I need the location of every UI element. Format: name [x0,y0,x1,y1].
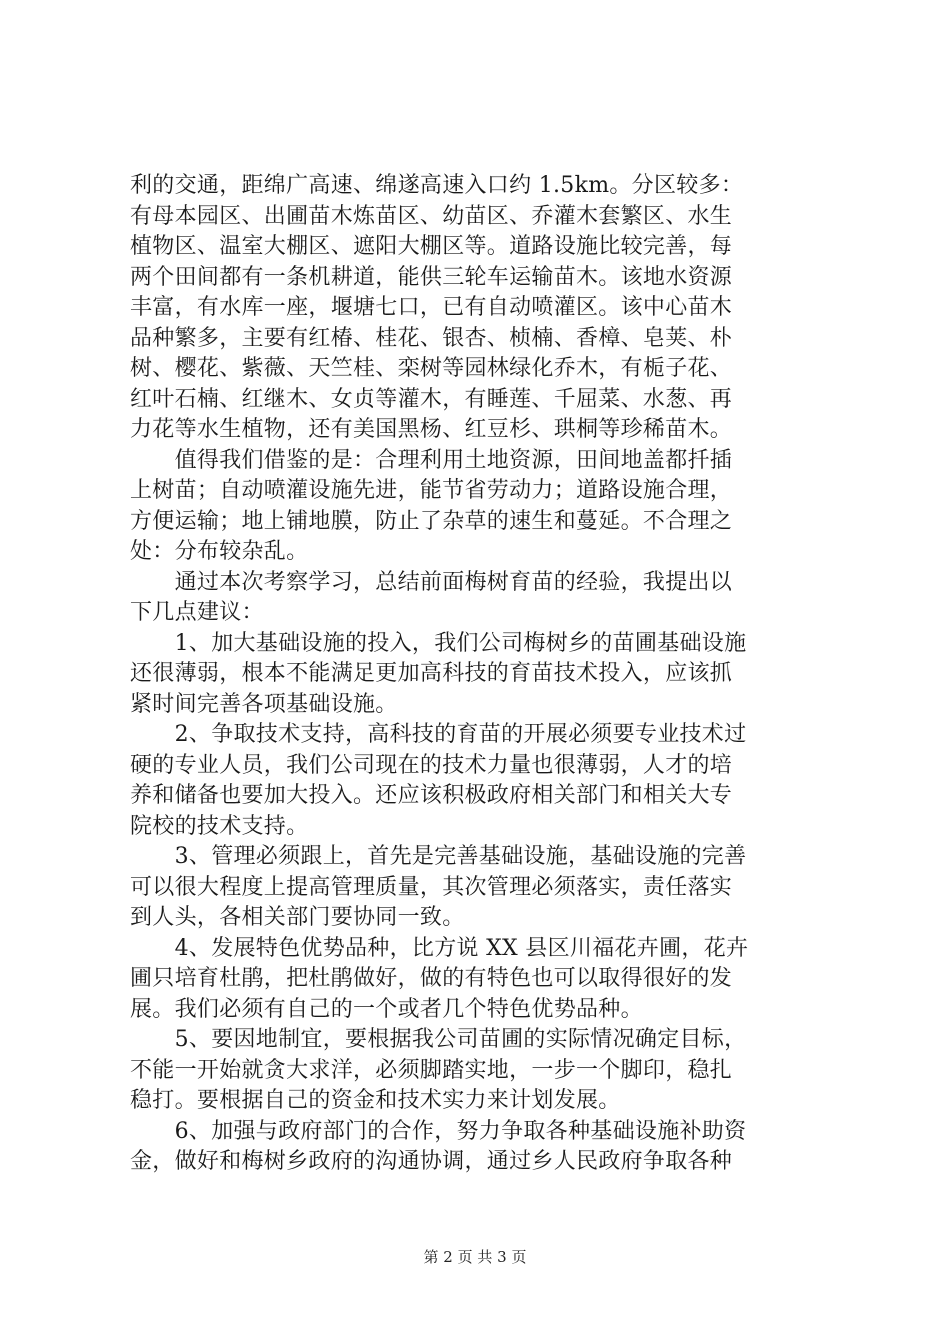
text-line: 圃只培育杜鹃，把杜鹃做好，做的有特色也可以取得很好的发 [130,966,733,991]
text-line: 植物区、温室大棚区、遮阳大棚区等。道路设施比较完善，每 [130,234,733,259]
text-line: 品种繁多，主要有红椿、桂花、银杏、桢楠、香樟、皂荚、朴 [130,325,733,351]
document-body [130,171,832,1178]
text-line: 树、樱花、紫薇、天竺桂、栾树等园林绿化乔木，有栀子花、 [130,356,733,381]
text-line: 5、要因地制宜，要根据我公司苗圃的实际情况确定目标， [130,1027,747,1052]
text-line: 养和储备也要加大投入。还应该积极政府相关部门和相关大专 [130,783,733,808]
text-line: 还很薄弱，根本不能满足更加高科技的育苗技术投入，应该抓 [130,661,733,686]
text-line: 3、管理必须跟上，首先是完善基础设施，基础设施的完善 [130,844,747,869]
text-line: 紧时间完善各项基础设施。 [130,691,398,717]
text-line: 6、加强与政府部门的合作，努力争取各种基础设施补助资 [130,1118,747,1144]
text-line: 院校的技术支持。 [130,813,309,839]
text-line: 展。我们必须有自己的一个或者几个特色优势品种。 [130,996,643,1022]
text-line: 方便运输；地上铺地膜，防止了杂草的速生和蔓延。不合理之 [130,508,733,534]
text-line: 值得我们借鉴的是：合理利用土地资源，田间地盖都扦插 [130,447,733,473]
text-line: 到人头，各相关部门要协同一致。 [130,905,465,930]
text-line: 利的交通，距绵广高速、绵遂高速入口约 1.5km。分区较多： [130,173,744,198]
text-line: 下几点建议： [130,600,264,625]
text-line: 处：分布较杂乱。 [130,539,309,564]
text-line: 红叶石楠、红继木、女贞等灌木，有睡莲、千屈菜、水葱、再 [130,386,733,412]
text-line: 力花等水生植物，还有美国黑杨、红豆杉、珙桐等珍稀苗木。 [130,417,733,442]
text-line: 1、加大基础设施的投入，我们公司梅树乡的苗圃基础设施 [130,630,747,656]
text-line: 有母本园区、出圃苗木炼苗区、幼苗区、乔灌木套繁区、水生 [130,203,733,229]
page-footer: 第 2 页 共 3 页 [423,1248,527,1266]
text-line: 硬的专业人员，我们公司现在的技术力量也很薄弱，人才的培 [130,752,733,778]
text-line: 丰富，有水库一座，堰塘七口，已有自动喷灌区。该中心苗木 [130,295,733,320]
text-line: 可以很大程度上提高管理质量，其次管理必须落实，责任落实 [130,874,733,900]
text-line: 不能一开始就贪大求洋，必须脚踏实地，一步一个脚印，稳扎 [130,1057,733,1083]
text-line: 金，做好和梅树乡政府的沟通协调，通过乡人民政府争取各种 [130,1149,733,1174]
text-line: 4、发展特色优势品种，比方说 XX 县区川福花卉圃，花卉 [130,935,749,961]
text-line: 两个田间都有一条机耕道，能供三轮车运输苗木。该地水资源 [130,264,733,290]
text-line: 通过本次考察学习，总结前面梅树育苗的经验，我提出以 [130,569,733,595]
text-line: 2、争取技术支持，高科技的育苗的开展必须要专业技术过 [130,722,747,747]
text-line: 上树苗；自动喷灌设施先进，能节省劳动力；道路设施合理， [130,478,733,503]
text-line: 稳打。要根据自己的资金和技术实力来计划发展。 [130,1088,621,1113]
